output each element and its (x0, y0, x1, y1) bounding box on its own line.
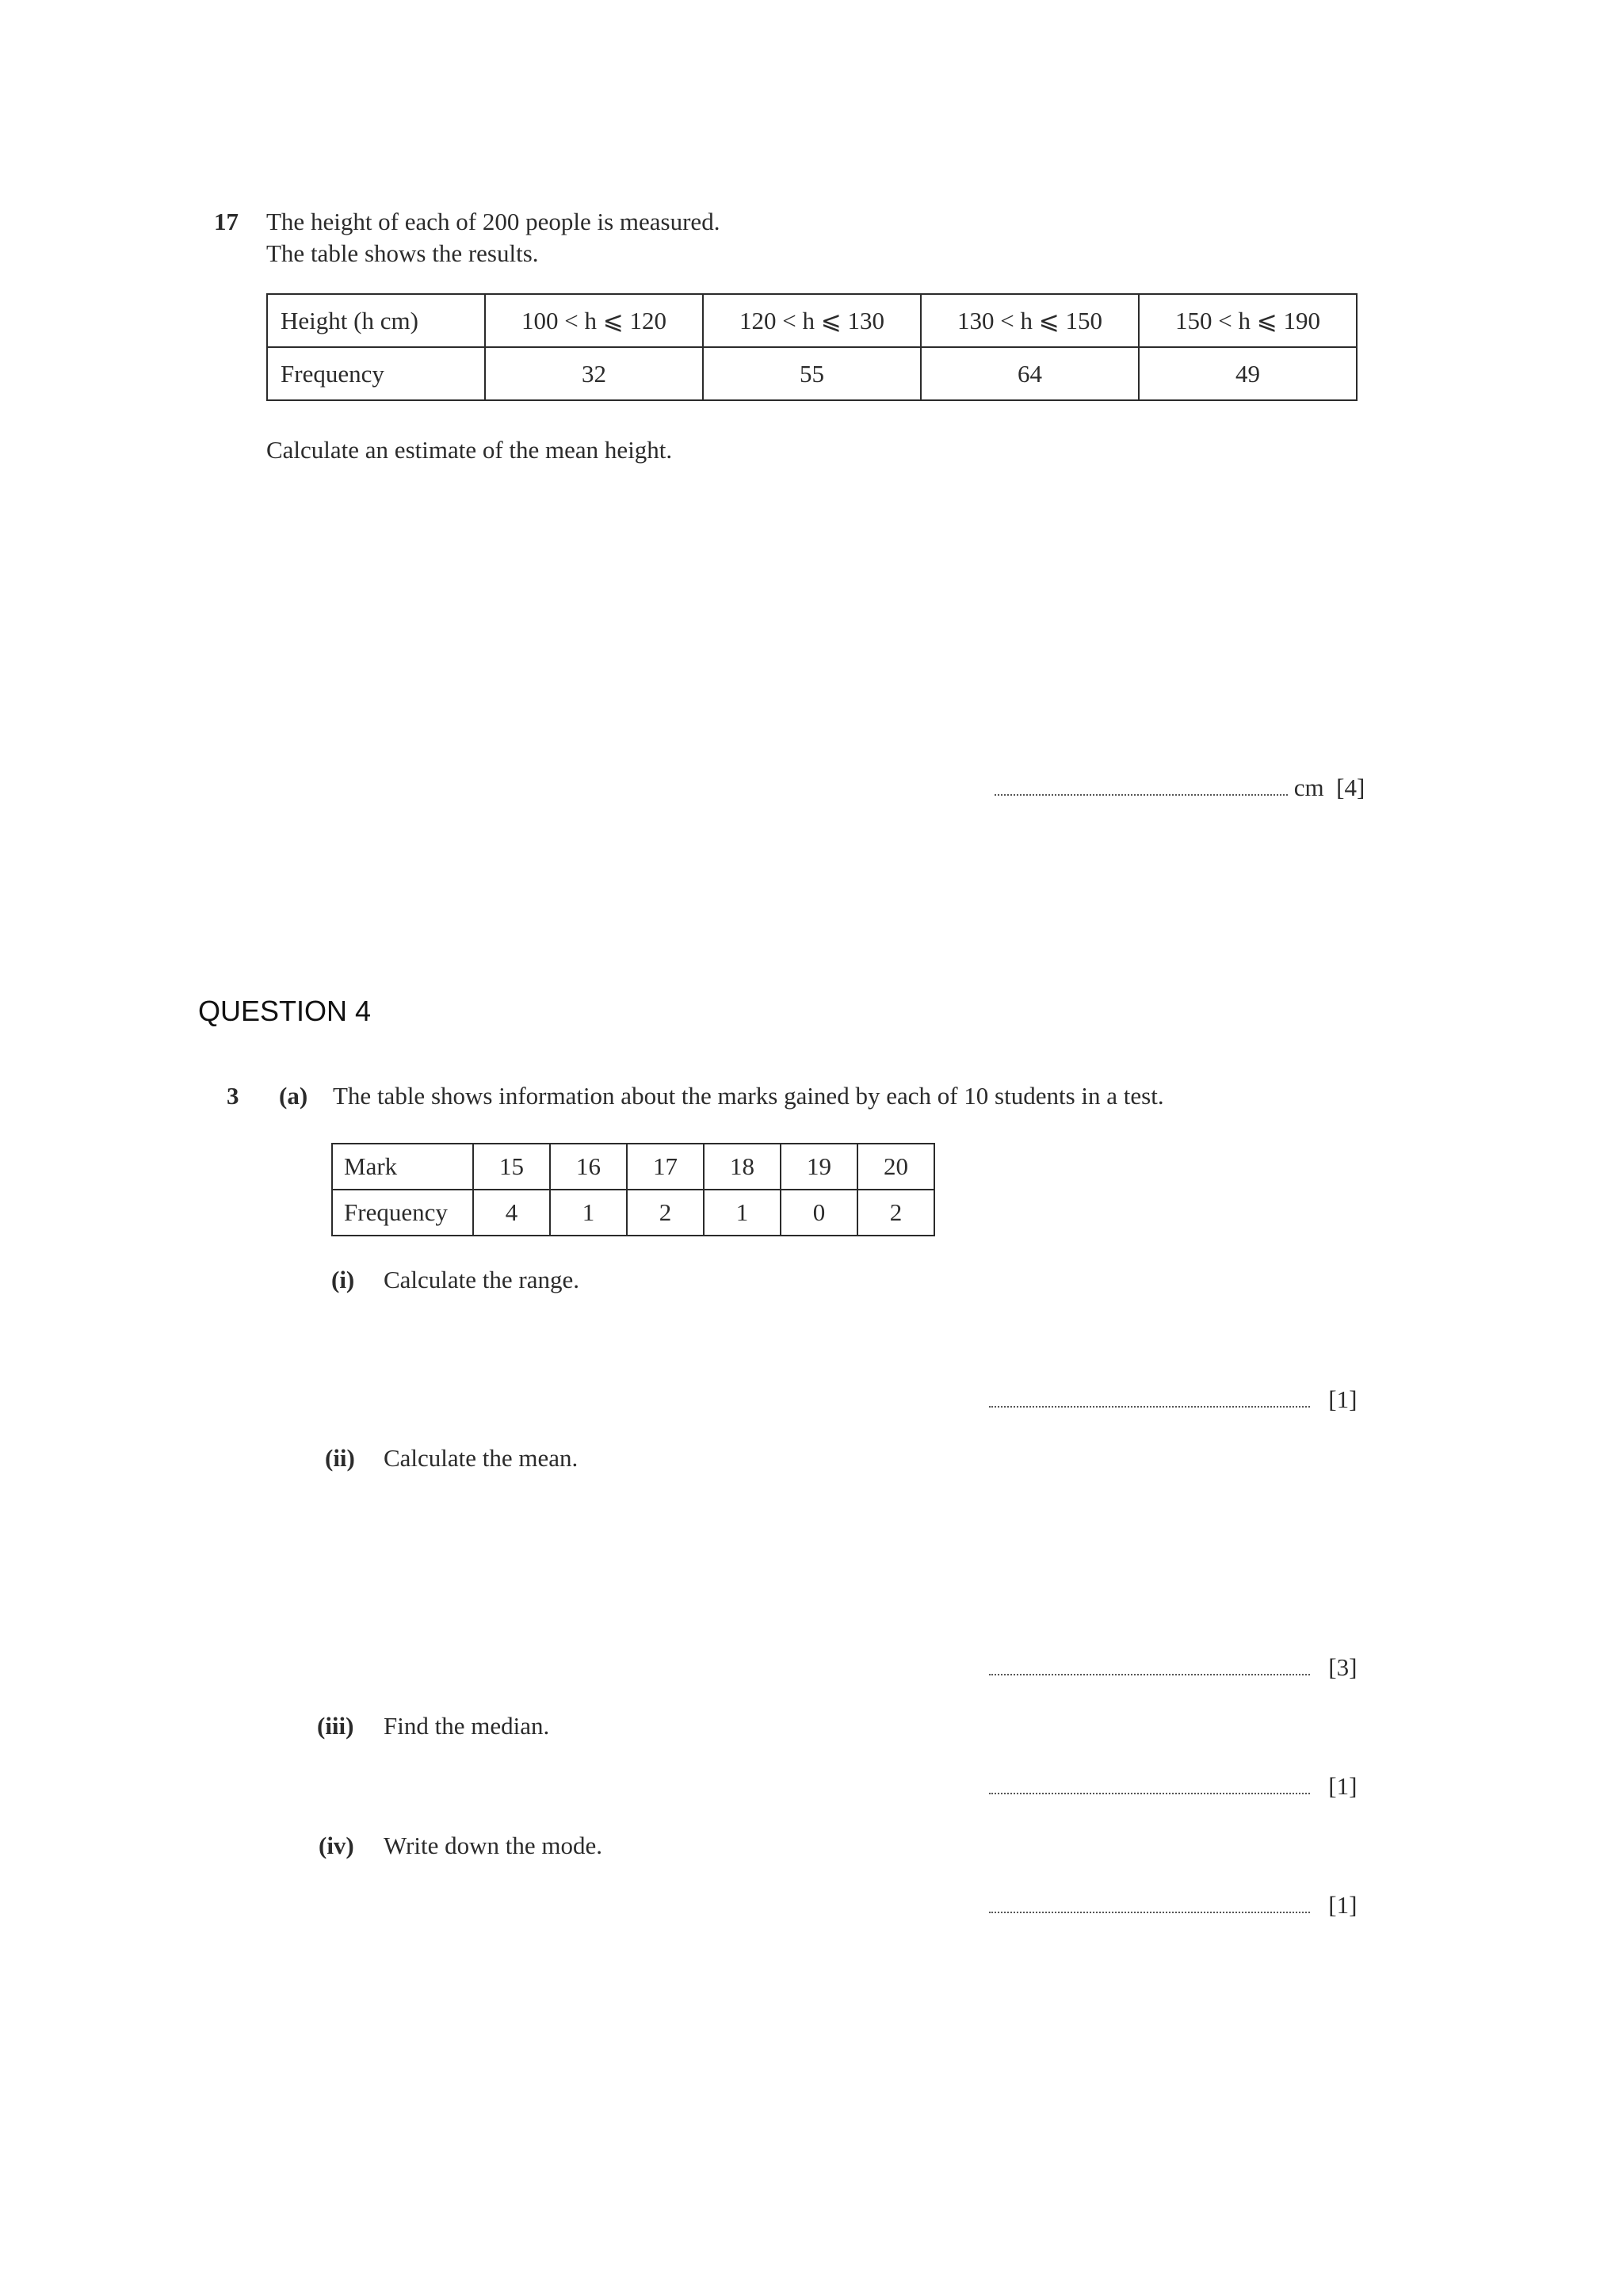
marks-label: [1] (1328, 1385, 1358, 1413)
mark-cell: 19 (781, 1144, 857, 1190)
question-17-instruction: Calculate an estimate of the mean height. (266, 436, 673, 464)
height-frequency-table (266, 293, 1358, 401)
table-row (267, 294, 1357, 347)
marks-label: [1] (1328, 1891, 1358, 1919)
subpart-i-answer-line[interactable] (989, 1385, 1357, 1414)
frequency-cell: 49 (1139, 347, 1357, 400)
marks-frequency-table (331, 1143, 935, 1236)
frequency-cell: 2 (857, 1190, 934, 1236)
subpart-text: Find the median. (384, 1712, 550, 1740)
subpart-iii-answer-line[interactable] (989, 1772, 1357, 1801)
answer-dotted-line[interactable] (989, 1674, 1310, 1675)
question-3-part-label: (a) (279, 1082, 308, 1110)
table-header-cell: Frequency (332, 1190, 473, 1236)
table-row (332, 1190, 934, 1236)
mark-cell: 17 (627, 1144, 704, 1190)
frequency-cell: 4 (473, 1190, 550, 1236)
interval-cell: 100 < h ⩽ 120 (485, 294, 703, 347)
frequency-cell: 2 (627, 1190, 704, 1236)
subpart-label: (iii) (317, 1712, 354, 1740)
frequency-cell: 55 (703, 347, 921, 400)
frequency-cell: 1 (550, 1190, 627, 1236)
interval-cell: 120 < h ⩽ 130 (703, 294, 921, 347)
question-17-answer-line[interactable] (995, 774, 1365, 802)
frequency-cell: 64 (921, 347, 1139, 400)
subpart-label: (iv) (319, 1832, 354, 1859)
marks-label: [1] (1328, 1772, 1358, 1800)
subpart-iv-answer-line[interactable] (989, 1891, 1357, 1920)
table-header-cell: Mark (332, 1144, 473, 1190)
mark-cell: 20 (857, 1144, 934, 1190)
mark-cell: 15 (473, 1144, 550, 1190)
table-header-cell: Height (h cm) (267, 294, 485, 347)
answer-dotted-line[interactable] (989, 1406, 1310, 1408)
subpart-ii-answer-line[interactable] (989, 1653, 1357, 1682)
question-17-number: 17 (214, 208, 239, 235)
question-3-number: 3 (227, 1082, 239, 1110)
subpart-text: Write down the mode. (384, 1832, 602, 1859)
table-row (332, 1144, 934, 1190)
subpart-label: (ii) (325, 1444, 355, 1472)
subpart-label: (i) (331, 1266, 355, 1293)
frequency-cell: 0 (781, 1190, 857, 1236)
mark-cell: 16 (550, 1144, 627, 1190)
marks-label: [4] (1336, 774, 1365, 801)
table-header-cell: Frequency (267, 347, 485, 400)
mark-cell: 18 (704, 1144, 781, 1190)
question-17-text-line1: The height of each of 200 people is measured. (266, 208, 720, 235)
interval-cell: 130 < h ⩽ 150 (921, 294, 1139, 347)
answer-dotted-line[interactable] (995, 794, 1288, 796)
interval-cell: 150 < h ⩽ 190 (1139, 294, 1357, 347)
answer-dotted-line[interactable] (989, 1912, 1310, 1913)
question-3-intro: The table shows information about the marks gained by each of 10 students in a test. (333, 1082, 1164, 1110)
answer-unit: cm (1293, 774, 1324, 801)
section-heading: QUESTION 4 (198, 995, 372, 1027)
frequency-cell: 32 (485, 347, 703, 400)
marks-label: [3] (1328, 1653, 1358, 1681)
table-row (267, 347, 1357, 400)
subpart-text: Calculate the range. (384, 1266, 580, 1293)
subpart-text: Calculate the mean. (384, 1444, 579, 1472)
answer-dotted-line[interactable] (989, 1793, 1310, 1794)
frequency-cell: 1 (704, 1190, 781, 1236)
question-17-text-line2: The table shows the results. (266, 239, 539, 267)
